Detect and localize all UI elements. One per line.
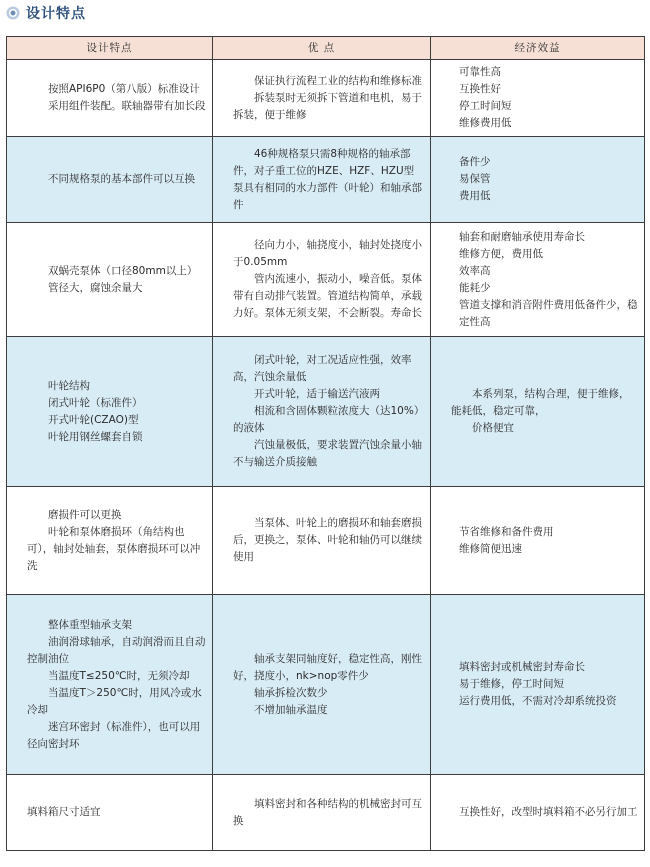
benefits-cell [431, 60, 645, 137]
advantages-cell [213, 223, 431, 337]
table-row [7, 775, 645, 851]
cell-text: 运行费用低，不需对冷却系统投资 [459, 695, 617, 707]
cell-text: 维修费用低 [459, 117, 512, 129]
features-cell [7, 595, 213, 775]
cell-text: 能耗少 [459, 281, 491, 294]
cell-text: 开式叶轮，适于输送汽液两 [254, 388, 380, 400]
cell-text: 轴承拆检次数少 [254, 686, 328, 699]
benefits-cell [431, 223, 645, 337]
cell-text: 汽蚀量极低，要求装置汽蚀余量小轴不与输送介质接触 [233, 439, 422, 468]
advantages-cell [213, 337, 431, 487]
cell-text: 管道支撑和消音附件费用低备件少，稳定性高 [459, 298, 638, 328]
cell-text: 闭式叶轮，对工况适应性强，效率高，汽蚀余量低 [233, 354, 412, 383]
cell-text: 径向力小，轴挠度小，轴封处挠度小于0.05mm [233, 239, 422, 268]
benefits-cell [431, 337, 645, 487]
cell-text: 互换性好 [459, 83, 501, 95]
cell-text: 费用低 [459, 190, 491, 202]
cell-text: 油润滑球轴承，自动润滑而且自动控制油位 [27, 635, 206, 665]
advantages-cell [213, 487, 431, 595]
table-row [7, 60, 645, 137]
table-row [7, 137, 645, 223]
column-header-benefits: 经济效益 [431, 37, 645, 60]
cell-text: 填料箱尺寸适宜 [27, 806, 101, 818]
cell-text: 易保管 [459, 173, 491, 185]
features-cell [7, 337, 213, 487]
benefits-cell [431, 595, 645, 775]
cell-text: 按照API6P0（第八版）标准设计 [48, 83, 200, 95]
cell-text: 不同规格泵的基本部件可以互换 [48, 173, 195, 185]
table-row [7, 487, 645, 595]
section-header [6, 2, 86, 24]
cell-text: 相流和含固体颗粒浓度大（达10%）的液体 [233, 405, 420, 434]
cell-text: 整体重型轴承支架 [48, 618, 132, 631]
features-cell [7, 775, 213, 851]
cell-text: 维修方便，费用低 [459, 247, 543, 260]
features-cell [7, 487, 213, 595]
cell-text: 可靠性高 [459, 66, 501, 78]
advantages-cell [213, 595, 431, 775]
cell-text: 维修简便迅速 [459, 542, 522, 555]
advantages-cell [213, 60, 431, 137]
cell-text: 填料密封或机械密封寿命长 [459, 661, 585, 673]
cell-text: 叶轮用钢丝螺套自锁 [48, 430, 143, 443]
table-row [7, 337, 645, 487]
advantages-cell [213, 775, 431, 851]
cell-text: 叶轮和泵体磨损环（角结构也可），轴封处轴套，泵体磨损环可以冲洗 [27, 525, 201, 572]
design-features-table [6, 36, 645, 851]
features-cell [7, 60, 213, 137]
cell-text: 当温度T≤250℃时，无须冷却 [48, 669, 190, 682]
cell-text: 拆装泵时无须拆下管道和电机，易于拆装，便于维修 [233, 91, 422, 121]
table-row [7, 223, 645, 337]
cell-text: 不增加轴承温度 [254, 703, 328, 716]
cell-text: 易于维修，停工时间短 [459, 678, 564, 690]
benefits-cell [431, 775, 645, 851]
section-title: 设计特点 [26, 6, 86, 22]
cell-text: 当泵体、叶轮上的磨损环和轴套磨损后，更换之，泵体、叶轮和轴仍可以继续使用 [233, 517, 422, 563]
cell-text: 备件少 [459, 156, 491, 168]
benefits-cell [431, 137, 645, 223]
cell-text: 叶轮结构 [48, 379, 90, 392]
column-header-advantages: 优 点 [213, 37, 431, 60]
features-cell [7, 137, 213, 223]
cell-text: 当温度T＞250℃时，用风冷或水冷却 [27, 686, 202, 716]
cell-text: 闭式叶轮（标准件） [48, 396, 143, 409]
cell-text: 迷宫环密封（标准件），也可以用径向密封环 [27, 720, 201, 750]
cell-text: 双蜗壳泵体（口径80mm以上） [48, 264, 198, 277]
cell-text: 磨损件可以更换 [48, 508, 122, 521]
table-row [7, 595, 645, 775]
cell-text: 互换性好，改型时填料箱不必另行加工 [459, 806, 638, 818]
cell-text: 采用组件装配。联轴器带有加长段 [48, 100, 206, 112]
cell-text: 效率高 [459, 264, 491, 277]
cell-text: 节省维修和备件费用 [459, 525, 554, 538]
column-header-features: 设计特点 [7, 37, 213, 60]
cell-text: 管径大，腐蚀余量大 [48, 281, 143, 294]
advantages-cell [213, 137, 431, 223]
section-bullet-icon [6, 6, 20, 20]
cell-text: 46种规格泵只需8种规格的轴承部件，对子重工位的HZE、HZF、HZU型泵具有相同的水力部件（叶轮）和轴承部件 [233, 147, 422, 211]
cell-text: 停工时间短 [459, 100, 512, 112]
cell-text: 轴承支架同轴度好，稳定性高，刚性好，挠度小，nk>nop零件少 [233, 652, 422, 682]
cell-text: 本系列泵，结构合理，便于维修，能耗低，稳定可靠， [451, 388, 630, 417]
benefits-cell [431, 487, 645, 595]
cell-text: 价格便宜 [472, 422, 514, 434]
table-header-row [7, 37, 645, 60]
cell-text: 开式叶轮(CZAO)型 [48, 413, 139, 426]
features-cell [7, 223, 213, 337]
cell-text: 管内流速小，振动小，噪音低。泵体带有自动排气装置。管道结构简单，承载力好。泵体无须支架，不会断裂。寿命长 [233, 273, 422, 319]
cell-text: 填料密封和各种结构的机械密封可互换 [233, 797, 422, 827]
cell-text: 保证执行流程工业的结构和维修标准 [254, 74, 422, 87]
cell-text: 轴套和耐磨轴承使用寿命长 [459, 230, 585, 243]
